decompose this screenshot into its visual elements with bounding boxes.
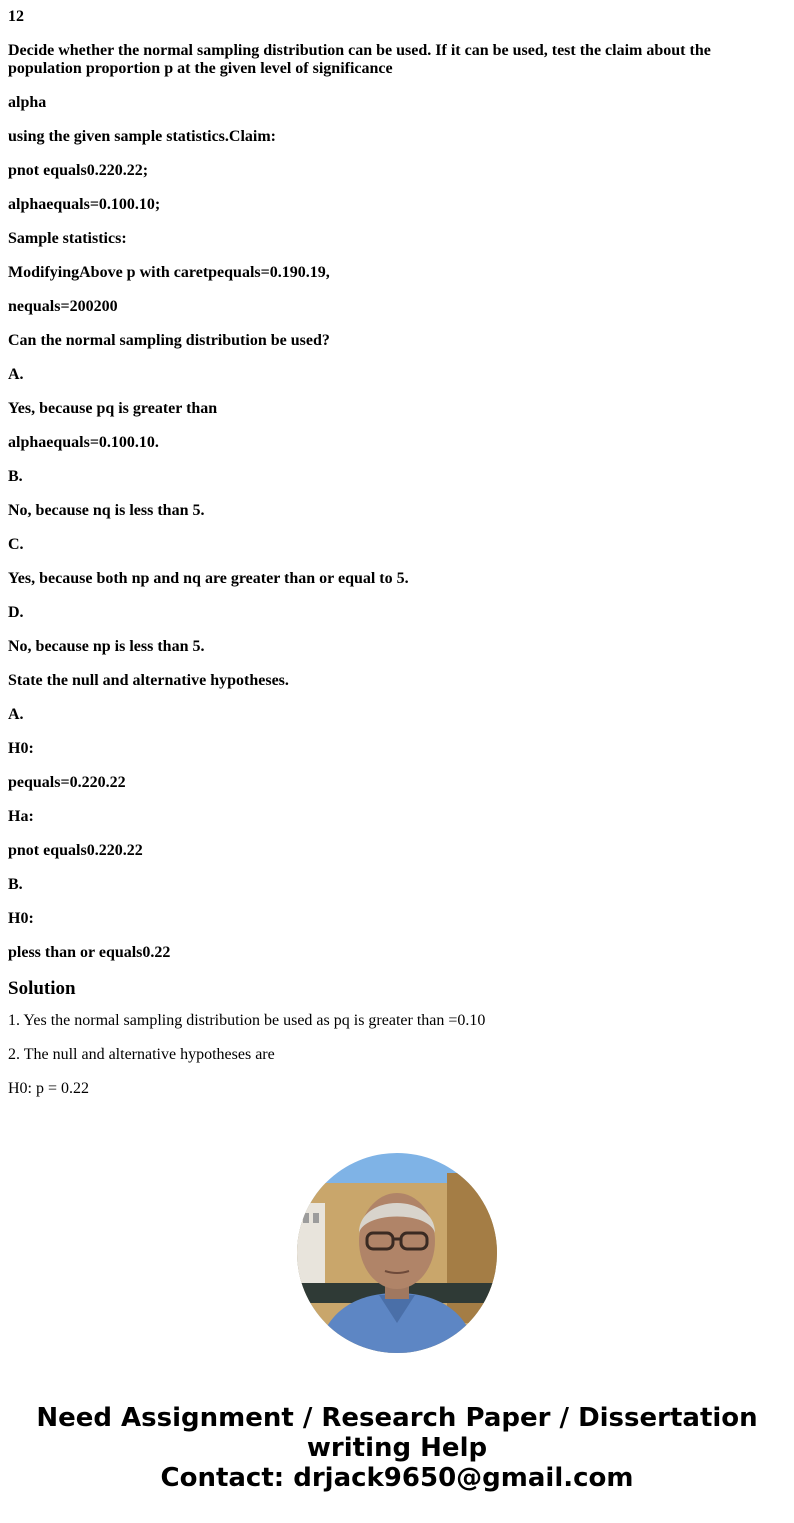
solution-line: 2. The null and alternative hypotheses are <box>8 1046 275 1063</box>
solution-heading: Solution <box>8 978 76 999</box>
option-text: Yes, because both np and nq are greater than or equal to 5. <box>8 570 409 587</box>
question-line: ModifyingAbove p with caretpequals=0.190.19, <box>8 264 330 281</box>
hypothesis-label: H0: <box>8 910 34 927</box>
question-section <box>8 8 786 962</box>
question-line: alpha <box>8 94 47 111</box>
solution-section <box>8 978 786 1098</box>
option-text: No, because np is less than 5. <box>8 638 205 655</box>
solution-line: 1. Yes the normal sampling distribution be used as pq is greater than =0.10 <box>8 1012 486 1029</box>
question-line: State the null and alternative hypotheses. <box>8 672 289 689</box>
question-line: Sample statistics: <box>8 230 127 247</box>
option-text: No, because nq is less than 5. <box>8 502 205 519</box>
question-line: using the given sample statistics.Claim: <box>8 128 276 145</box>
promo-banner <box>0 1403 794 1493</box>
hypothesis-label: Ha: <box>8 808 34 825</box>
option-label: C. <box>8 536 24 553</box>
option-text: Yes, because pq is greater than <box>8 400 218 417</box>
question-prompt: Decide whether the normal sampling distribution can be used. If it can be used, test the claim about the population proportion p at the given level of significance <box>8 42 711 77</box>
question-line: pnot equals0.220.22; <box>8 162 149 179</box>
option-label: B. <box>8 468 23 485</box>
question-line: nequals=200200 <box>8 298 118 315</box>
hypothesis-text: pequals=0.220.22 <box>8 774 126 791</box>
hypothesis-text: pless than or equals0.22 <box>8 944 171 961</box>
promo-contact: Contact: drjack9650@gmail.com <box>160 1463 634 1493</box>
person-portrait-icon <box>297 1153 497 1353</box>
option-label: A. <box>8 366 24 383</box>
option-label: D. <box>8 604 24 621</box>
question-line: Can the normal sampling distribution be used? <box>8 332 330 349</box>
promo-line: Need Assignment / Research Paper / Dissertation <box>36 1403 758 1433</box>
question-line: alphaequals=0.100.10; <box>8 196 161 213</box>
avatar <box>297 1153 497 1353</box>
option-label: A. <box>8 706 24 723</box>
option-text: alphaequals=0.100.10. <box>8 434 159 451</box>
question-number: 12 <box>8 8 24 25</box>
hypothesis-text: pnot equals0.220.22 <box>8 842 143 859</box>
solution-line: H0: p = 0.22 <box>8 1080 90 1097</box>
option-label: B. <box>8 876 23 893</box>
promo-line: writing Help <box>306 1433 488 1463</box>
hypothesis-label: H0: <box>8 740 34 757</box>
